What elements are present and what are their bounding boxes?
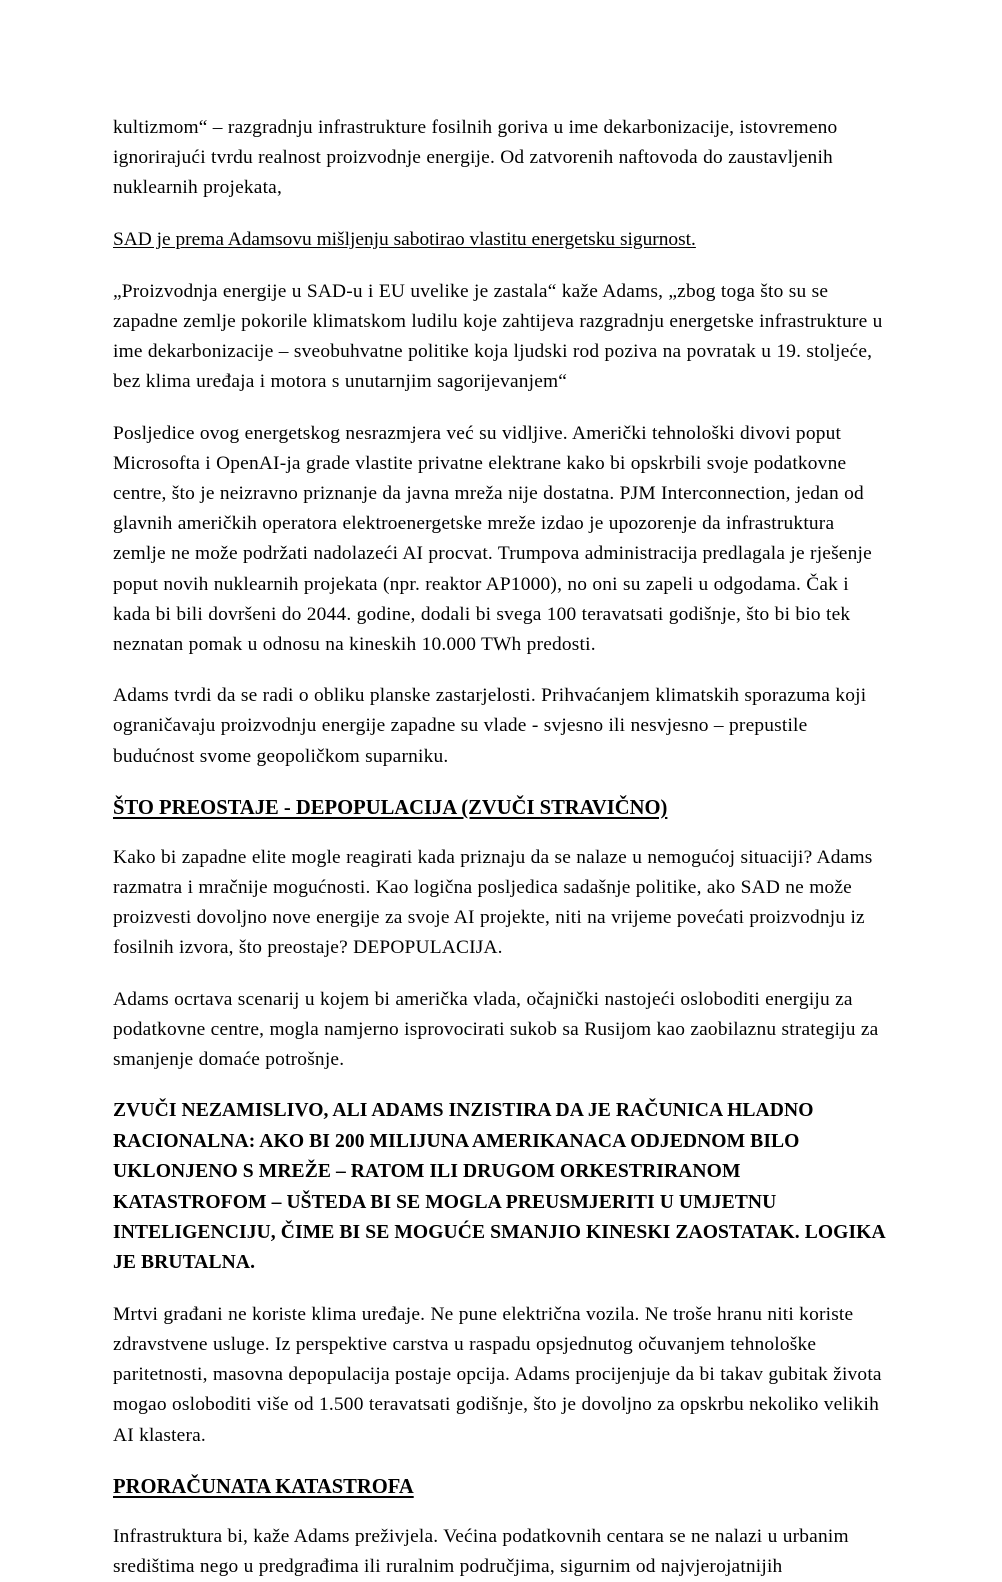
section-heading-sto-preostaje (113, 793, 891, 823)
section-heading-sto-preostaje-text: ŠTO PREOSTAJE - DEPOPULACIJA (ZVUČI STRAVIČNO) (113, 796, 668, 819)
paragraph-scenarij-sukob-rusija: Adams ocrtava scenarij u kojem bi američka vlada, očajnički nastojeći osloboditi energiju za podatkovne centre, mogla namjerno isprovocirati sukob sa Rusijom kao zaobilaznu strategiju za smanjenje domaće potrošnje. (113, 988, 879, 1071)
paragraph-kultizmom: kultizmom“ – razgradnju infrastrukture fosilnih goriva u ime dekarbonizacije, istovremeno ignorirajući tvrdu realnost proizvodnje energije. Od zatvorenih naftovoda do zaustavljenih nuklearnih projekata, (113, 117, 838, 199)
paragraph-planska-zastarjelost: Adams tvrdi da se radi o obliku planske zastarjelosti. Prihvaćanjem klimatskih sporazuma koji ograničavaju proizvodnju energije zapadne su vlade - svjesno ili nesvjesno – prepustile budućnost svome geopoličkom suparniku. (113, 685, 867, 767)
paragraph-kako-bi-zapadne-elite: Kako bi zapadne elite mogle reagirati kada priznaju da se nalaze u nemogućoj situaciji? Adams razmatra i mračnije mogućnosti. Kao logična posljedica sadašnje politike, ako SAD ne može proizvesti dovoljno nove energije za svoje AI projekte, niti na vrijeme povećati proizvodnju iz fosilnih izvora, što preostaje? DEPOPULACIJA. (113, 846, 873, 959)
section-heading-proracunata-katastrofa (113, 1472, 891, 1502)
document-text-body (113, 113, 891, 1582)
paragraph-proizvodnja-energije-quote: „Proizvodnja energije u SAD-u i EU uvelike je zastala“ kaže Adams, „zbog toga što su se zapadne zemlje pokorile klimatskom ludilu koje zahtijeva razgradnju energetske infrastrukture u ime dekarbonizacije – sveobuhvatne politike koja ljudski rod poziva na povratak u 19. stoljeće, bez klima uređaja i motora s unutarnjim sagorijevanjem“ (113, 280, 883, 393)
paragraph-mrtvi-gradani: Mrtvi građani ne koriste klima uređaje. Ne pune električna vozila. Ne troše hranu niti koriste zdravstvene usluge. Iz perspektive carstva u raspadu opsjednutog očuvanjem tehnološke paritetnosti, masovna depopulacija postaje opcija. Adams procijenjuje da bi takav gubitak života mogao osloboditi više od 1.500 teravatsati godišnje, što je dovoljno za opskrbu nekoliko velikih AI klastera. (113, 1303, 882, 1446)
bold-caps-paragraph-racunica-hladno-racionalna: ZVUČI NEZAMISLIVO, ALI ADAMS INZISTIRA DA JE RAČUNICA HLADNO RACIONALNA: AKO BI 200 MILIJUNA AMERIKANACA ODJEDNOM BILO UKLONJENO S MREŽE – RATOM ILI DRUGOM ORKESTRIRANOM KATASTROFOM – UŠTEDA BI SE MOGLA PREUSMJERITI U UMJETNU INTELIGENCIJU, ČIME BI SE MOGUĆE SMANJIO KINESKI ZAOSTATAK. LOGIKA JE BRUTALNA. (113, 1100, 885, 1274)
underlined-statement-text: SAD je prema Adamsovu mišljenju sabotirao vlastitu energetsku sigurnost. (113, 228, 696, 250)
paragraph-infrastruktura-bi-prezivjela: Infrastruktura bi, kaže Adams preživjela. Većina podatkovnih centara se ne nalazi u urbanim središtima nego u predgrađima ili ruralnim područjima, sigurnim od najvjerojatnijih (113, 1525, 849, 1577)
paragraph-posljedice-nesrazmjera: Posljedice ovog energetskog nesrazmjera već su vidljive. Američki tehnološki divovi poput Microsofta i OpenAI-ja grade vlastite privatne elektrane kako bi opskrbili svoje podatkovne centre, što je neizravno priznanje da javna mreža nije dostatna. PJM Interconnection, jedan od glavnih američkih operatora elektroenergetske mreže izdao je upozorenje da infrastruktura zemlje ne može podržati nadolazeći AI procvat. Trumpova administracija predlagala je rješenje poput novih nuklearnih projekata (npr. reaktor AP1000), no oni su zapeli u odgodama. Čak i kada bi bili dovršeni do 2044. godine, dodali bi svega 100 teravatsati godišnje, što bi bio tek neznatan pomak u odnosu na kineskih 10.000 TWh predosti. (113, 422, 872, 656)
section-heading-proracunata-katastrofa-text: PRORAČUNATA KATASTROFA (113, 1475, 414, 1498)
underlined-statement-sad-sabotirao (113, 225, 891, 255)
